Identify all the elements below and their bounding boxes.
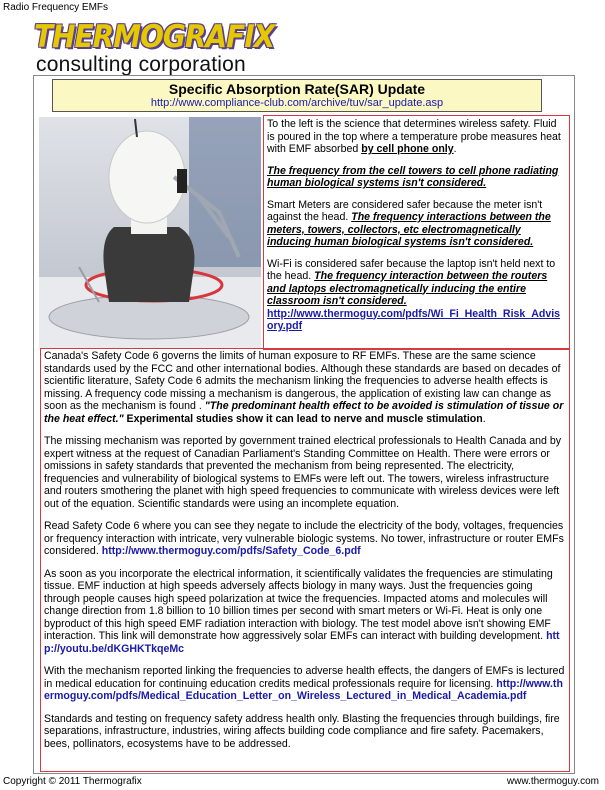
medical-education-letter-link[interactable]: http://www.thermoguy.com/pdfs/Medical_Education_Letter_on_Wireless_Lectured_in_Medical_Academia.pdf [44,677,563,702]
logo-wordmark: THERMOGRAFIX [34,18,275,55]
sar-test-illustration [39,117,261,349]
intro-paragraph-wifi [267,258,566,333]
paragraph-safety-code-6 [44,350,566,425]
document-header-label: Radio Frequency EMFs [3,2,109,13]
p5-text: With the mechanism reported linking the frequencies to adverse health effects, the dangers of EMFs is lectured in medical education for continuing education credits medical professionals require for licensing. [44,665,565,690]
paragraph-standards-testing: Standards and testing on frequency safety address health only. Blasting the frequencies through buildings, fire separations, infrastructure, industries, wiring affects building code compliance and fire safety. Pacemakers, bees, pollinators, ecosystems have to be addressed. [44,712,560,750]
logo-tagline: consulting corporation [36,53,246,76]
sar-test-mannequin-photo [39,117,261,349]
p1-quote: "The predominant health effect to be avoided is stimulation of tissue or the heat effect." [44,400,564,425]
footer-website[interactable]: www.thermoguy.com [506,776,599,787]
article-header [52,79,542,112]
intro-paragraph-sar [267,118,566,156]
thermografix-logo [28,20,288,78]
youtube-video-link[interactable]: http://youtu.be/dKGHKTkqeMc [44,630,560,655]
p1-end: . [482,412,486,425]
paragraph-medical-education [44,665,566,703]
p3-text: Read Safety Code 6 where you can see they negate to include the electricity of the body, voltages, frequencies or frequency interaction with intricate, very vulnerable biologic systems. No tower, infrastructure or router EMFs considered. [44,520,564,557]
intro-p3-text: Smart Meters are considered safer because the meter isn't against the head. [267,198,543,223]
paragraph-read-safety-code [44,520,566,558]
article-source-url[interactable]: http://www.compliance-club.com/archive/tuv/sar_update.asp [150,97,444,109]
intro-p2-emphasis: The frequency from the cell towers to cell phone radiating human biological systems isn't considered. [267,164,559,189]
intro-p1-end: . [453,143,457,155]
p1-bold: Experimental studies show it can lead to nerve and muscle stimulation [123,412,483,425]
intro-p4-text: Wi-Fi is considered safer because the laptop isn't held next to the head. [267,257,556,282]
intro-p4-emphasis: The frequency interaction between the routers and laptops electromagnetically inducing the entire classroom isn't considered. [267,270,548,307]
intro-p1-bold: by cell phone only [361,143,454,155]
main-article-box [40,348,570,772]
intro-p1-text: To the left is the science that determines wireless safety. Fluid is poured in the top where a temperature probe measures heat with EMF absorbed [267,118,561,155]
intro-paragraph-towers [267,165,566,190]
p4-text: As soon as you incorporate the electrical information, it scientifically validates the frequencies are stimulating tissue. EMF induction at high speeds adversely affects biology in many ways. Just the frequencies going through people causes high speed polarization at twice the frequencies. Impacted atoms and molecules will change direction from 1.8 billion to 10 billion times per second with smart meters or Wi-Fi. Heat is only one byproduct of this high speed EMF radiation interaction with biology. The test model above isn't showing EMF interaction. This link will demonstrate how aggressively solar EMFs can interact with building development. [44,567,553,642]
footer-copyright: Copyright © 2011 Thermografix [3,776,142,787]
wifi-advisory-link[interactable]: http://www.thermoguy.com/pdfs/Wi_Fi_Health_Risk_Advisory.pdf [267,307,561,332]
article-title: Specific Absorption Rate(SAR) Update [168,81,426,97]
paragraph-electrical-information [44,568,566,656]
intro-p3-emphasis: The frequency interactions between the meters, towers, collectors, etc electromagnetically inducing human biological systems isn't considered. [267,211,551,248]
p1-text: Canada's Safety Code 6 governs the limits of human exposure to RF EMFs. These are the same science standards used by the FCC and other international bodies. Although these standards are based on decades of scientific literature, Safety Code 6 admits the mechanism linking the frequencies to adverse health effects is missing. A frequency code missing a mechanism is dangerous, the application of existing law can change as soon as the mechanism is found . [44,350,561,412]
intro-paragraph-smart-meters [267,199,566,249]
intro-text-box [263,115,570,350]
paragraph-missing-mechanism: The missing mechanism was reported by government trained electrical professionals to Health Canada and by expert witness at the request of Canadian Parliament's Standing Committee on Health. There were errors or omissions in safety standards that prevented the mechanism from being represented. The electricity, frequencies and vulnerability of biological systems to EMFs were left out. The towers, wireless infrastructure and routers smothering the planet with high speed frequencies to communicate with wireless devices were left out of the equation. Scientific standards were using an incomplete equation. [44,435,562,510]
safety-code-6-link[interactable]: http://www.thermoguy.com/pdfs/Safety_Code_6.pdf [101,545,361,557]
